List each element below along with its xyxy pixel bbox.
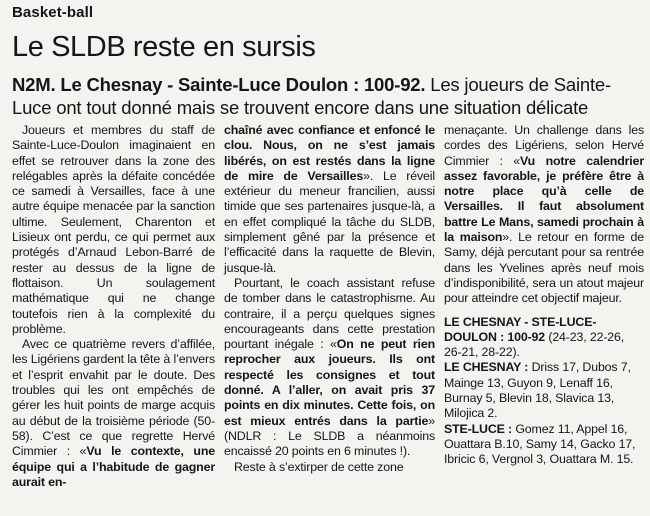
result-quarters: (24-23, 22-26, 26-21, 28-22). [444,329,625,360]
deck-text: Les joueurs de Sainte-Luce ont tout donné mais se trouvent encore dans une situation délicate [12,74,611,118]
col2-p2-end: » (NDLR : Le SLDB a néanmoins encaissé 20 points en 6 minutes !). [224,413,435,459]
col1-paragraph-1: Joueurs et membres du staff de Sainte-Luce-Doulon imaginaient en effet se retrouver dans la zone des relégables après la défaite concédée ce samedi à Versailles, face à une autre équipe menacée par la sanction ultime. Seulement, Charenton et Lisieux ont perdu, ce qui permet aux protégés d’Arnaud Lebon-Barré de rester au dessus de la ligne de flottaison. Un soulagement mathématique qui ne change toutefois rien à la complexité du problème. [12,123,215,336]
article-deck [12,73,644,119]
col1-p2-quote: Vu le contexte, une équipe qui a l’habitude de gagner aurait en- [12,444,216,489]
col2-p2-text: Pourtant, le coach assistant refuse de tomber dans le catastrophisme. Au contraire, il a perçu quelques signes encourageants dans cette prestation pourtant inégale : « [224,275,435,352]
col2-paragraph-2 [224,276,435,460]
col2-paragraph-3: Reste à s’extirper de cette zone [234,459,404,474]
team-1-players: Driss 17, Dubos 7, Mainge 13, Guyon 9, Lenaff 16, Burnay 5, Blevin 18, Slavica 13, Milojica 2. [444,360,631,421]
result-line [444,315,644,361]
result-title: LE CHESNAY - STE-LUCE-DOULON : 100-92 [444,314,597,344]
col3-p1-quote: Vu notre calendrier assez favorable, je préfère être à notre place qu’à celle de Versailles. Il faut absolument battre Le Mans, samedi prochain à la maison [444,153,644,245]
team-1-name: LE CHESNAY : [444,360,529,375]
team-1-lineup [444,360,644,421]
column-1 [12,123,215,490]
col3-p1-end: ». Le retour en forme de Samy, déjà percutant pour sa rentrée dans les Yvelines après neuf mois d’indisponibilité, sera un atout majeur pour atteindre cet objectif majeur. [444,230,644,306]
deck-lead: N2M. Le Chesnay - Sainte-Luce Doulon : 100-92. [12,74,426,95]
section-rubric: Basket-ball [12,4,94,21]
col3-paragraph-1 [444,123,644,307]
column-3 [444,123,644,468]
col1-p2-text: Avec ce quatrième revers d’affilée, les Ligériens gardent la tête à l’envers et l’esprit envahit par le doute. Des troubles qui les ont empêchés de gérer les huit points de marge acquis au début de la troisième période (50-58). C’est ce que regrette Hervé Cimmier : « [12,337,215,459]
col1-paragraph-2 [12,337,215,490]
col2-p1-text: ». Le réveil extérieur du meneur francilien, aussi timide que ses partenaires jusque-là, a en effet compliqué la tâche du SLDB, simplement gêné par la présence et l’efficacité dans la raquette de Blevin, jusque-là. [224,168,435,275]
column-2 [224,123,435,475]
article-headline: Le SLDB reste en sursis [12,31,316,63]
col3-p1-text: menaçante. Un challenge dans les cordes des Ligériens, selon Hervé Cimmier : « [444,123,644,168]
team-2-name: STE-LUCE : [444,421,513,436]
team-2-lineup [444,422,644,468]
team-2-players: Gomez 11, Appel 16, Ouattara B.10, Samy 14, Gacko 17, Ibricic 6, Vergnol 3, Ouattara M. 15. [444,421,636,467]
col2-paragraph-1 [224,123,435,276]
match-results [444,315,644,468]
col2-p1-quote: chaîné avec confiance et enfoncé le clou. Nous, on ne s’est jamais libérés, on est restés dans la ligne de mire de Versailles [224,123,435,183]
col2-p2-quote: On ne peut rien reprocher aux joueurs. Ils ont respecté les consignes et tout donné. A l’aller, on avait pris 37 points en dix minutes. Cette fois, on est mieux entrés dans la partie [224,337,435,428]
